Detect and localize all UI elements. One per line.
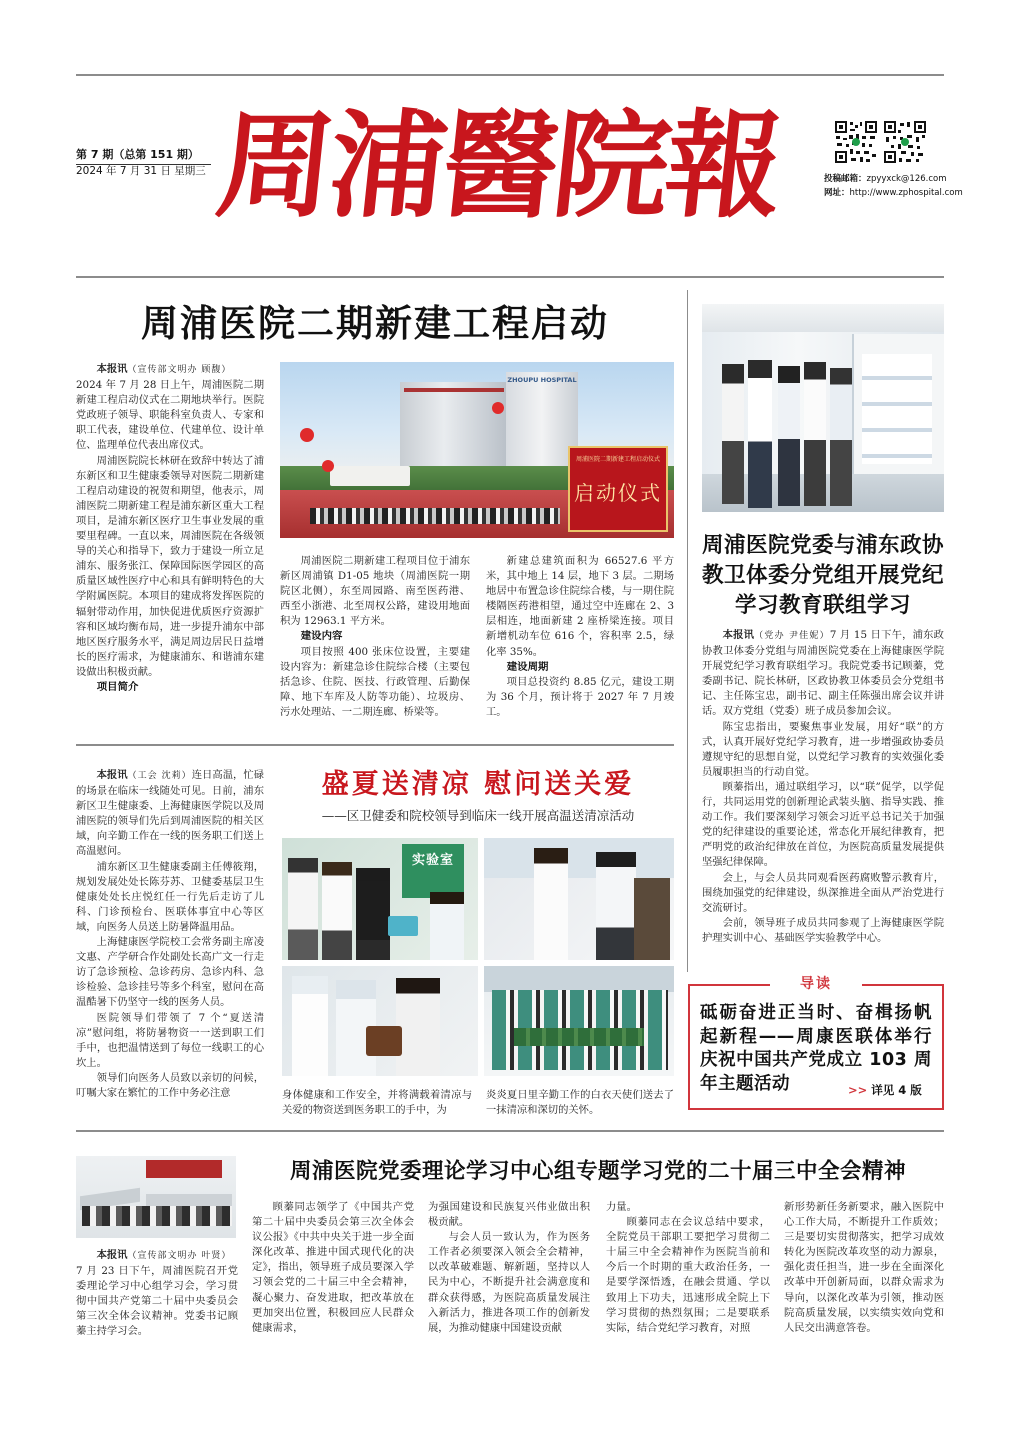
article2-paragraph: 顾蓁指出，通过联组学习，以“联”促学，以学促行，共同运用党的创新理论武装头脑、指导实践、推动工作。我们要深刻学习领会习近平总书记关于加强党的纪律建设的重要论述，常态化开展纪律教育，把严明党的政治纪律放在首位，为医院高质量发展提供坚强纪律保障。 [702, 780, 944, 869]
article1-subheading: 建设周期 [506, 660, 549, 673]
issue-date: 2024 年 7 月 31 日 星期三 [76, 165, 206, 177]
top-rule [76, 74, 944, 76]
article2-paragraph: 会上，与会人员共同观看医药腐败警示教育片，围绕加强党的纪律建设，纵深推进全面从严治党进行交流研讨。 [702, 871, 944, 914]
article4-col2 [428, 1200, 590, 1360]
backdrop-sign: 启动仪式 [574, 481, 662, 505]
article4-byline: 本报讯 [96, 1249, 128, 1261]
nurse [292, 976, 328, 1076]
article3-paragraph: 医院领导们带领了 7 个“夏送清凉”慰问组，将防暑物资一一送到职工们手中，也把温情送到了每位一线职工的心坎上。 [76, 1011, 264, 1069]
article4-paragraph: 7 月 23 日下午，周浦医院召开党委理论学习中心组学习会，学习贯彻中国共产党第二十届中央委员会第三次全体会议精神。党委书记顾蓁主持学习会。 [76, 1265, 238, 1338]
article2-headline: 周浦医院党委与浦东政协教卫体委分党组开展党纪学习教育联组学习 [702, 533, 945, 618]
article2-byline: 本报讯 [722, 629, 755, 641]
person [356, 868, 390, 960]
article1-headline: 周浦医院二期新建工程启动 [141, 302, 609, 345]
red-balloon-icon [492, 402, 504, 414]
article3-byline-note: （工会 沈莉） [127, 771, 192, 781]
building-name: ZHOUPU HOSPITAL [507, 376, 577, 384]
article4-byline-note: （宣传部文明办 叶贤） [127, 1251, 232, 1261]
person [804, 362, 826, 506]
visitor [396, 978, 440, 1076]
person [322, 862, 352, 960]
contact-email [824, 172, 947, 184]
article3-caption-left: 身体健康和工作安全，并将满载着清凉与关爱的物资送到医务职工的手中，为 [282, 1089, 472, 1117]
article1-paragraph: 项目按照 400 张床位设置，主要建设内容为：新建急诊住院综合楼（主要包括急诊、住院、医技、行政管理、后勤保障、地下车库及人防等功能）、垃圾房、污水处理站、一二期连廊、桥梁等。 [280, 645, 470, 718]
visit-photo-2 [484, 838, 674, 960]
article4-paragraph: 为强国建设和民族复兴伟业做出积极贡献。 [428, 1201, 590, 1229]
attendees [82, 1206, 232, 1226]
visit-photo-4 [484, 966, 674, 1076]
website-value: http://www.zphospital.com [849, 188, 963, 198]
article1-subheading: 项目简介 [96, 680, 139, 693]
contact-website [824, 186, 963, 198]
visit-photo-3 [282, 966, 478, 1076]
article1-paragraph: 周浦医院院长林研在致辞中转达了浦东新区和卫生健康委领导对医院二期新建工程启动建设的祝贺和期望，他表示，周浦医院二期新建工程是浦东新区重大工程项目，是浦东新区医疗卫生事业发展的重要里程碑。一直以来，周浦医院在各级领导的关心和指导下，致力于建设一所立足浦东、服务张江、保障国际医学园区的高质量区域性医疗中心和具有鲜明特色的大学附属医院。本项目的建成将发挥医院的辐射带动作用，加快促进优质医疗资源扩容和区域均衡布局，进一步提升浦东中部地区医疗服务水平，满足周边居民日益增长的医疗需求，为健康浦东、和谐浦东建设做出积极贡献。 [76, 454, 264, 678]
article1-subheading: 建设内容 [300, 630, 343, 643]
article3-paragraph: 浦东新区卫生健康委副主任傅筱翔，规划发展处处长陈芬苏、卫健委基层卫生健康处处长庄悦红任一行先后走访了儿科、门诊预检台、医联体事宜中心等区域，向医务人员送上防暑降温用品。 [76, 860, 264, 933]
article1-paragraph: 新建总建筑面积为 66527.6 平方米，其中地上 14 层，地下 3 层。二期场地居中布置急诊住院综合楼，与一期住院楼隔医药港相望，通过空中连廊在 2、3 层相连，地面新建 2 座桥梁连接。项目新增机动车位 616 个，容积率 2.5，绿化率 35%。 [486, 555, 674, 658]
meeting-banner [146, 1160, 222, 1178]
column-divider [687, 290, 688, 972]
issue-number: 第 7 期（总第 151 期） [76, 146, 211, 165]
article3-paragraph: 上海健康医学院校工会常务副主席凌文惠、产学研合作处副处长高广文一行走访了急诊预检、急诊药房、急诊内科、急诊检验、急诊挂号等多个科室，慰问在高温酷暑下仍坚守一线的医务人员。 [76, 936, 264, 1009]
white-tent [330, 466, 410, 486]
nurse [430, 892, 464, 960]
article1-paragraph: 周浦医院二期新建工程项目位于浦东新区周浦镇 D1-05 地块（周浦医院一期院区北侧），东至周园路、南至医药港、西至小浙港、北至周权公路，建设用地面积为 12963.1 平方米。 [280, 555, 470, 628]
article4-paragraph: 与会人员一致认为，作为医务工作者必须要深入领会全会精神，以改革破难题、解新题，坚持以人民为中心，不断提升社会满意度和群众获得感，为医院高质量发展注入新活力，推进各项工作的创新发展，为推动健康中国建设贡献 [428, 1231, 590, 1334]
person [748, 360, 772, 508]
visit-photo-1 [282, 838, 478, 960]
wall [484, 838, 674, 878]
wall [484, 966, 674, 992]
double-arrow-icon: >> [848, 1083, 868, 1097]
article4-lead [76, 1248, 238, 1348]
article2-paragraph: 7 月 15 日下午，浦东政协教卫体委分党组与周浦医院党委在上海健康医学院开展党纪学习教育联组学习。我院党委书记顾蓁，党委副书记、院长林研，区政协教卫体委员会分党组书记、主任陈宝忠，副书记、副主任陈强出席会议并讲话。双方党组（党委）班子成员参加会议。 [702, 629, 944, 718]
daodu-more-text: 详见 4 版 [871, 1083, 922, 1097]
website-label: 网址： [824, 188, 850, 198]
article2-paragraph: 陈宝忠指出，要聚焦事业发展，用好“联”的方式，认真开展好党纪学习教育，进一步增强政协委员遵规守纪的思想自觉，以党纪学习教育的实效强化委员履职担当的行动自觉。 [702, 720, 944, 778]
article1-paragraph: 2024 年 7 月 28 日上午，周浦医院二期新建工程启动仪式在二期地块举行。医院党政班子领导、职能科室负责人、专家和职工代表，建设单位、代建单位、设计单位、监理单位代表出席仪式。 [76, 379, 264, 452]
article3-caption-right: 炎炎夏日里辛勤工作的白衣天使们送去了一抹清凉和深切的关怀。 [486, 1089, 674, 1117]
person [830, 368, 852, 506]
article1-byline: 本报讯 [96, 363, 128, 375]
watermelons [514, 1028, 644, 1046]
ceremony-photo [280, 362, 674, 538]
article3-subhead: ——区卫健委和院校领导到临床一线开展高温送清凉活动 [321, 808, 635, 823]
masthead-rule [76, 276, 944, 278]
person [778, 366, 800, 506]
official [596, 852, 636, 960]
article4-col1 [252, 1200, 414, 1360]
article4-headline: 周浦医院党委理论学习中心组专题学习党的二十届三中全会精神 [289, 1159, 906, 1184]
person [288, 858, 318, 960]
article3-paragraph: 领导们向医务人员致以亲切的问候，叮嘱大家在繁忙的工作中务必注意 [76, 1071, 264, 1099]
section-rule [76, 744, 674, 746]
gift-box [388, 916, 418, 936]
stage-backdrop [568, 446, 668, 532]
article4-col4 [784, 1200, 944, 1360]
exhibit-panels [862, 354, 932, 464]
doctor [534, 848, 568, 960]
audience [310, 508, 560, 524]
article1-col1 [76, 362, 264, 734]
red-balloon-icon [300, 428, 314, 442]
article1-col2 [280, 554, 470, 734]
person [722, 364, 744, 504]
email-value: zpyyxck@126.com [866, 174, 947, 184]
email-label: 投稿邮箱： [824, 174, 867, 184]
article1-byline-note: （宣传部文明办 顾馥） [127, 365, 232, 375]
backdrop-banner: 周浦医院二期新建工程启动仪式 [575, 456, 660, 463]
daodu-more-link[interactable] [848, 1082, 922, 1098]
lab-sign: 实验室 [402, 844, 464, 898]
meeting-photo [76, 1156, 236, 1238]
article1-col3 [486, 554, 674, 734]
article2-byline-note: （党办 尹佳妮） [754, 631, 830, 641]
joint-study-photo [702, 304, 944, 512]
gift-bag [366, 1026, 402, 1056]
article2-paragraph: 会前，领导班子成员共同参观了上海健康医学院护理实训中心、基础医学实验教学中心。 [702, 916, 944, 944]
qr-code-left-icon [834, 120, 878, 164]
section-rule [76, 1130, 944, 1132]
daodu-title[interactable]: 砥砺奋进正当时、奋楫扬帆起新程——周康医联体举行庆祝中国共产党成立 103 周年主题活动 [700, 1003, 932, 1094]
qr-code-right-icon [883, 120, 927, 164]
ceiling [702, 304, 944, 332]
red-balloon-icon [322, 460, 334, 472]
article4-paragraph: 顾蓁同志在会议总结中要求，全院党员干部职工要把学习贯彻二十届三中全会精神作为医院当前和今后一个时期的重大政治任务，一是要学深悟透，在融会贯通、学以致用上下功夫，迅速形成全院上下学习贯彻的热烈氛围；二是要联系实际，结合党纪学习教育，对照 [606, 1216, 770, 1334]
cabinet [634, 878, 670, 960]
building-sign-strip [404, 388, 504, 392]
article4-col3 [606, 1200, 770, 1360]
masthead-title: 周浦醫院報 [210, 98, 786, 234]
daodu-label: 导读 [770, 973, 862, 995]
article4-paragraph: 力量。 [606, 1201, 637, 1213]
article3-col1 [76, 768, 264, 1120]
article3-paragraph: 连日高温，忙碌的场景在临床一线随处可见。日前，浦东新区卫生健康委、上海健康医学院以及周浦医院的领导们先后到周浦医院的相关区域，向辛勤工作在一线的医务职工们送上高温慰问。 [76, 769, 264, 858]
article3-headline: 盛夏送清凉 慰问送关爱 [321, 769, 635, 800]
article4-paragraph: 顾蓁同志领学了《中国共产党第二十届中央委员会第三次全体会议公报》《中共中央关于进一步全面深化改革、推进中国式现代化的决定》，指出，领导班子成员要深入学习领会党的二十届三中全会精神，凝心聚力、奋发进取，把改革放在更加突出位置，积极回应人民群众健康需求， [252, 1201, 414, 1334]
article1-paragraph: 项目总投资约 8.85 亿元，建设工期为 36 个月，预计将于 2027 年 7 月竣工。 [486, 675, 674, 718]
article2-body [702, 628, 944, 966]
article4-paragraph: 新形势新任务新要求，融入医院中心工作大局，不断提升工作质效；三是要切实贯彻落实，把学习成效转化为医院改革攻坚的动力源泉，强化责任担当，进一步在全面深化改革中开创新局面，以群众需求为导向，以深化改革为引领，推动医院高质量发展，以实绩实效向党和人民交出满意答卷。 [784, 1201, 944, 1334]
article3-byline: 本报讯 [96, 769, 128, 781]
